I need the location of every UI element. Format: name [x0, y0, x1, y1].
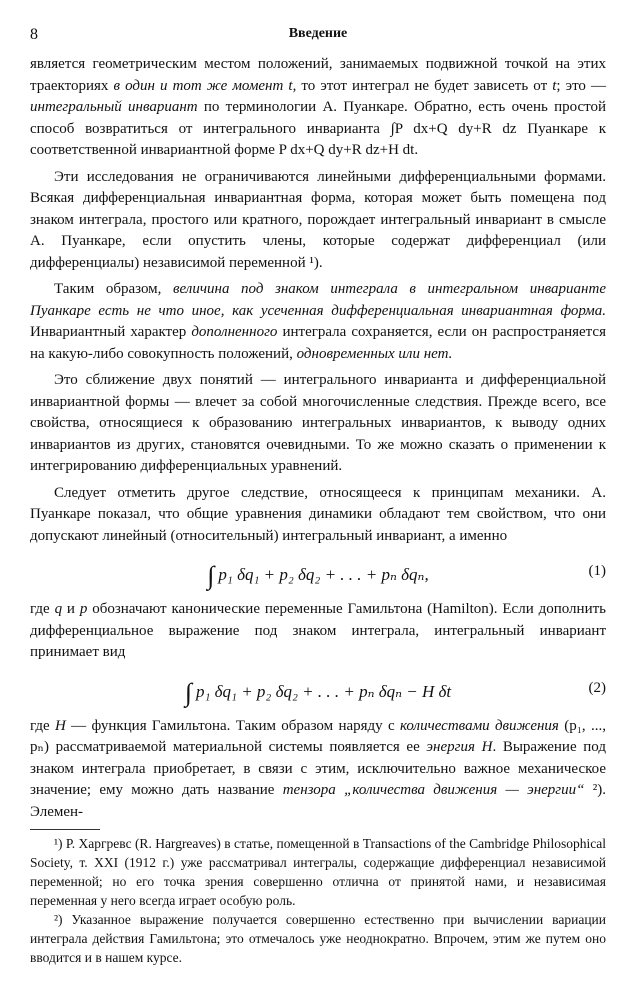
body-text: где: [30, 601, 55, 617]
footnote: ¹) Р. Харгревс (R. Hargreaves) в статье, помещенной в Transactions of the Cambridge Philosophical Society, т. XXI (1912 г.) уже рассматривал интегралы, содержащие дифференциал независимой переменной; но его точка зрения совершенно отлична от принятой нами, и независимая переменная у него всегда играет особую роль.: [30, 836, 606, 908]
paragraph: [30, 599, 606, 664]
emphasis-text: тензора „количества движения — энергии“: [282, 782, 585, 798]
body-text: ; это —: [556, 77, 607, 94]
emphasis-text: в один и тот же момент t: [113, 77, 293, 94]
body-text: ²). Элемен-: [30, 782, 606, 820]
body-text: Инвариантный характер: [30, 324, 192, 340]
paragraph: [30, 483, 606, 548]
emphasis-text: t: [552, 77, 557, 94]
body-text: , то этот интеграл не будет зависеть от: [292, 77, 553, 94]
body-text: . Выражение под знаком интеграла приобретает, в связи с этим, исключительно важное механическое значение; ему можно дать название: [30, 739, 606, 798]
emphasis-text: p: [79, 601, 88, 617]
emphasis-text: H: [55, 717, 66, 734]
body-text: по терминологии А. Пуанкаре. Обратно, есть очень простой способ возвратиться от интегрального инварианта ∫P dx+Q dy+R dz Пуанкаре к соответственной инвариантной форме P dx+Q dy+R dz+H dt.: [30, 99, 607, 158]
emphasis-text: одновременных или нет.: [296, 345, 453, 362]
paragraph: [30, 279, 606, 365]
body-text: где: [30, 717, 56, 734]
body-text: Таким образом,: [54, 281, 174, 297]
body-text: интеграла сохраняется, если он распространяется на какую-либо совокупность положений,: [30, 324, 606, 362]
paragraph: [30, 167, 606, 275]
paragraph: [30, 370, 606, 478]
body-text: — функция Гамильтона. Таким образом наряду с: [65, 717, 400, 734]
page-number: 8: [30, 26, 38, 43]
formula-1: [30, 553, 606, 593]
emphasis-text: q: [54, 601, 63, 617]
formula-expression: p₁ δq₁ + p₂ δq₂ + . . . + pₙ δqₙ − H δt: [195, 681, 452, 701]
running-title: Введение: [288, 26, 348, 41]
body-text: Следует отметить другое следствие, относящееся к принципам механики. А. Пуанкаре показал, что общие уравнения динамики обладают тем свойством, что они допускают линейный (относительный) интегральный инвариант, а именно: [30, 484, 606, 544]
body-text: и: [62, 601, 80, 617]
formula-expression: p₁ δq₁ + p₂ δq₂ + . . . + pₙ δqₙ,: [218, 565, 429, 584]
body-text: Эти исследования не ограничиваются линейными дифференциальными формами. Всякая дифференциальная инвариантная форма, которая может быть помещена под знаком интеграла, простого или кратного, порождает интегральный инвариант в смысле А. Пуанкаре, если опустить члены, которые содержат дифференциал (или дифференциалы) независимой переменной ¹).: [30, 168, 606, 271]
integral-sign: ∫: [207, 561, 215, 590]
formula-2: [30, 670, 606, 710]
emphasis-text: количествами движения: [399, 717, 559, 734]
footnote: ²) Указанное выражение получается совершенно естественно при вычислении вариации интеграла действия Гамильтона; это отмечалось уже неоднократно. Впрочем, этим же путем оно вводится и в нашем курсе.: [30, 912, 606, 965]
paragraph: [30, 716, 606, 824]
book-page: [30, 26, 606, 967]
body-text: (p₁, ..., pₙ) рассматриваемой материальной системы появляется ее: [30, 717, 606, 755]
paragraph: [30, 54, 606, 162]
emphasis-text: энергия H: [426, 739, 493, 755]
body-text: Это сближение двух понятий — интегрального инварианта и дифференциальной инвариантной формы — влечет за собой многочисленные следствия. Прежде всего, все свойства, относящиеся к образованию интегральных инвариантов, к выводу одних инвариантов из других, становятся очевидными. То же можно сказать о применении к интегрированию дифференциальных уравнений.: [30, 372, 606, 474]
formula-number: (2): [588, 679, 606, 696]
emphasis-text: дополненного: [191, 324, 278, 340]
body-text: обозначают канонические переменные Гамильтона (Hamilton). Если дополнить дифференциальное выражение под знаком интеграла, интегральный инвариант принимает вид: [30, 601, 606, 660]
page-header: [30, 26, 606, 48]
body-text: является геометрическим местом положений, занимаемых подвижной точкой на этих траекториях: [30, 56, 606, 94]
emphasis-text: интегральный инвариант: [30, 99, 198, 115]
emphasis-text: величина под знаком интеграла в интегральном инварианте Пуанкаре есть не что иное, как усеченная дифференциальная инвариантная форма.: [30, 281, 606, 319]
footnote-divider: [30, 829, 100, 830]
formula-number: (1): [588, 563, 606, 579]
integral-sign: ∫: [184, 677, 192, 707]
